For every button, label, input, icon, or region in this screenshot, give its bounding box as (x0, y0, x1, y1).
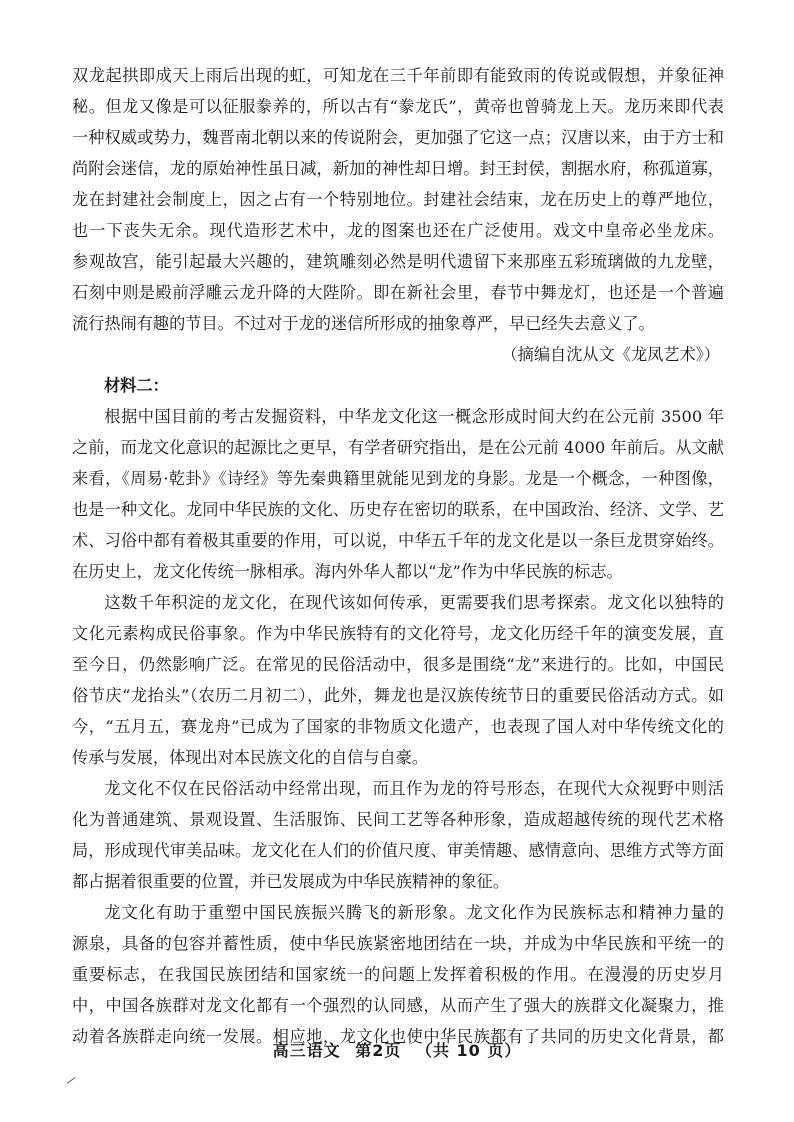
footer-page-number: 第2页 (355, 1041, 402, 1060)
text-line: 龙文化有助于重塑中国民族振兴腾飞的新形象。龙文化作为民族标志和精神力量的 (104, 903, 724, 922)
page-footer (0, 1038, 794, 1061)
text-line: 尚附会迷信，龙的原始神性虽日减，新加的神性却日增。封王封侯，割据水府，称孤道寡， (72, 159, 724, 178)
material2-paragraph-4 (72, 897, 724, 1052)
text-line: 石刻中则是殿前浮雕云龙升降的大陛阶。即在新社会里，春节中舞龙灯，也还是一个普遍 (72, 283, 724, 302)
scan-mark (67, 1077, 76, 1084)
text-line: 术、习俗中都有着极其重要的作用，可以说，中华五千年的龙文化是以一条巨龙贯穿始终。 (72, 531, 724, 550)
text-line: 一种权威或势力，魏晋南北朝以来的传说附会，更加强了它这一点；汉唐以来，由于方士和 (72, 128, 724, 147)
text-line: 传承与发展，体现出对本民族文化的自信与自豪。 (72, 748, 429, 767)
text-line: 动着各族群走向统一发展。相应地，龙文化也使中华民族都有了共同的历史文化背景，都 (72, 1027, 724, 1046)
text-line: 也是一种文化。龙同中华民族的文化、历史存在密切的联系，在中国政治、经济、文学、艺 (72, 500, 724, 519)
footer-subject: 高三语文 (272, 1041, 341, 1060)
text-line: 局，形成现代审美品味。龙文化在人们的价值尺度、审美情趣、感情意向、思维方式等方面 (72, 841, 724, 860)
text-line: 也一下丧失无余。现代造形艺术中，龙的图案也还在广泛使用。戏文中皇帝必坐龙床。 (72, 221, 724, 240)
text-line: 这数千年积淀的龙文化，在现代该如何传承，更需要我们思考探索。龙文化以独特的 (104, 593, 724, 612)
text-line: 俗节庆“龙抬头”（农历二月初二），此外，舞龙也是汉族传统节日的重要民俗活动方式。如 (72, 686, 724, 705)
text-line: 根据中国目前的考古发掘资料，中华龙文化这一概念形成时间大约在公元前 3500 年 (104, 407, 724, 426)
text-line: 龙文化不仅在民俗活动中经常出现，而且作为龙的符号形态，在现代大众视野中则活 (104, 779, 724, 798)
material2-paragraph-2 (72, 587, 724, 773)
footer-page-total: （共 10 页） (415, 1041, 522, 1060)
text-line: 在历史上，龙文化传统一脉相承。海内外华人都以“龙”作为中华民族的标志。 (72, 562, 623, 581)
text-line: 至今日，仍然影响广泛。在常见的民俗活动中，很多是围绕“龙”来进行的。比如，中国民 (72, 655, 724, 674)
text-line: 源泉，具备的包容并蓄性质，使中华民族紧密地团结在一块，并成为中华民族和平统一的 (72, 934, 724, 953)
text-line: 重要标志，在我国民族团结和国家统一的问题上发挥着积极的作用。在漫漫的历史岁月 (72, 965, 724, 984)
material2-paragraph-1 (72, 401, 724, 587)
material1-paragraph (72, 60, 724, 370)
material2-paragraph-3 (72, 773, 724, 897)
text-line: 双龙起拱即成天上雨后出现的虹，可知龙在三千年前即有能致雨的传说或假想，并象征神 (72, 66, 724, 85)
text-line: 中，中国各族群对龙文化都有一个强烈的认同感，从而产生了强大的族群文化凝聚力，推 (72, 996, 724, 1015)
text-line: 今，“五月五，赛龙舟”已成为了国家的非物质文化遗产，也表现了国人对中华传统文化的 (72, 717, 724, 736)
document-body (72, 60, 724, 1052)
text-line: 参观故宫，能引起最大兴趣的，建筑雕刻必然是明代遗留下来那座五彩琉璃做的九龙壁， (72, 252, 724, 271)
text-line: 文化元素构成民俗事象。作为中华民族特有的文化符号，龙文化历经千年的演变发展，直 (72, 624, 724, 643)
text-line: 龙在封建社会制度上，因之占有一个特别地位。封建社会结束，龙在历史上的尊严地位， (72, 190, 724, 209)
text-line: 化为普通建筑、景观设置、生活服饰、民间工艺等各种形象，造成超越传统的现代艺术格 (72, 810, 724, 829)
source-citation: （摘编自沈从文《龙凤艺术》） (501, 345, 720, 364)
text-line: 秘。但龙又像是可以征服豢养的，所以古有“豢龙氏”，黄帝也曾骑龙上天。龙历来即代表 (72, 97, 724, 116)
text-line: 流行热闹有趣的节目。不过对于龙的迷信所形成的抽象尊严，早已经失去意义了。 (72, 314, 655, 333)
material2-heading: 材料二： (104, 376, 169, 395)
text-line: 来看，《周易·乾卦》《诗经》等先秦典籍里就能见到龙的身影。龙是一个概念，一种图像， (72, 469, 724, 488)
text-line: 都占据着很重要的位置，并已发展成为中华民族精神的象征。 (72, 872, 510, 891)
text-line: 之前，而龙文化意识的起源比之更早，有学者研究指出，是在公元前 4000 年前后。从文献 (72, 438, 724, 457)
